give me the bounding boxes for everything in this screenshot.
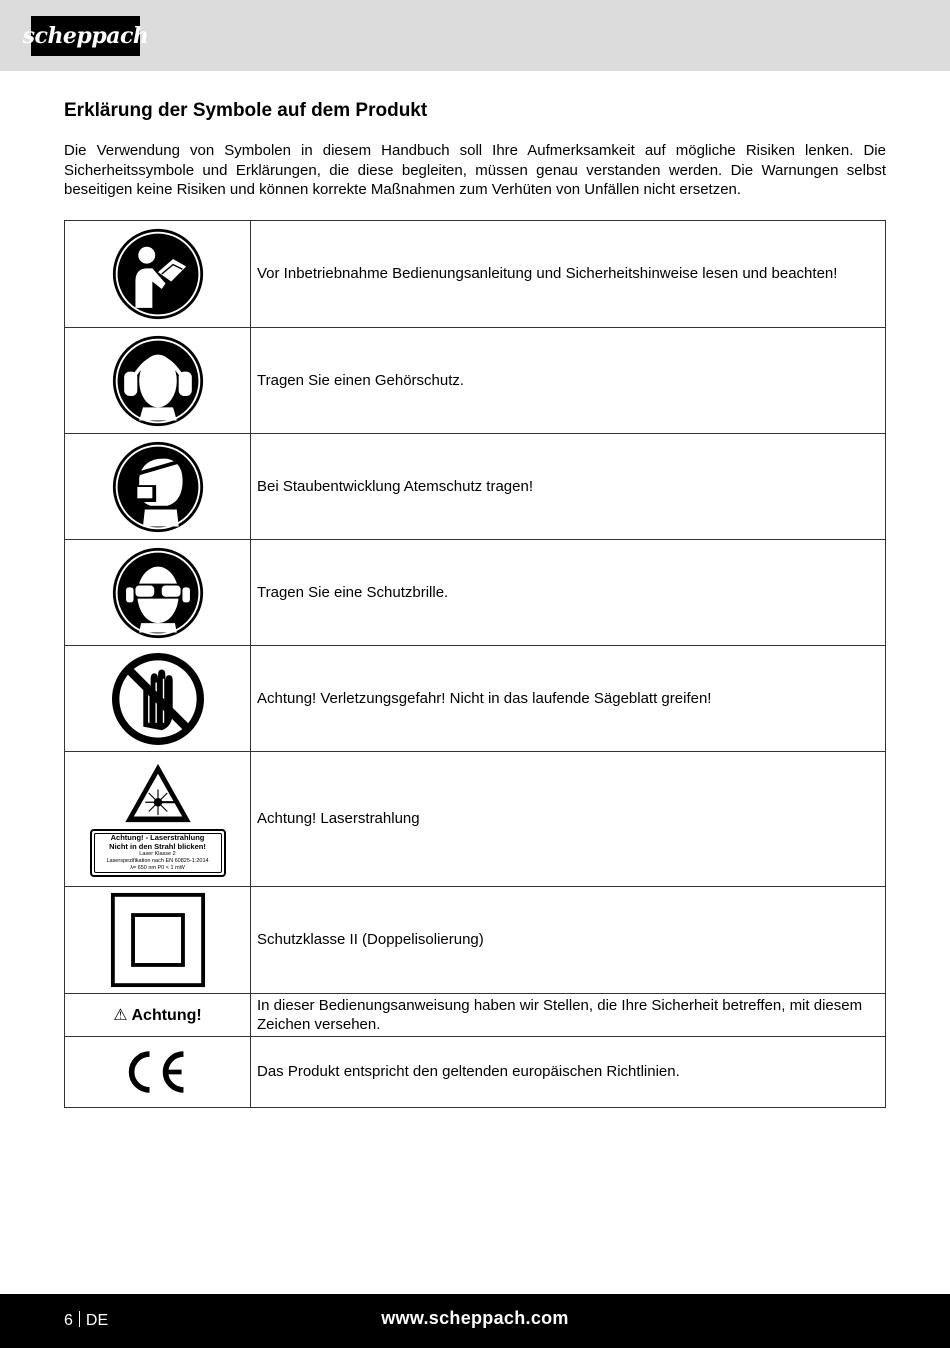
symbol-description: Vor Inbetriebnahme Bedienungsanleitung und Sicherheitshinweise lesen und beachten! xyxy=(251,221,886,328)
respirator-icon xyxy=(111,440,205,534)
symbol-description: Achtung! Laserstrahlung xyxy=(251,752,886,887)
warning-triangle-icon: ⚠ Achtung! xyxy=(113,1007,202,1024)
table-row xyxy=(65,1037,886,1108)
ce-mark-icon xyxy=(125,1048,191,1096)
language-code: DE xyxy=(85,1312,109,1329)
page-number-value: 6 xyxy=(64,1312,73,1329)
symbols-table xyxy=(64,220,886,1108)
table-row xyxy=(65,994,886,1037)
laser-label-line: λ= 650 nm P0 < 1 mW xyxy=(130,865,185,871)
symbol-description: In dieser Bedienungsanweisung haben wir Stellen, die Ihre Sicherheit betreffen, mit diesem Zeichen versehen. xyxy=(251,994,886,1037)
intro-paragraph: Die Verwendung von Symbolen in diesem Handbuch soll Ihre Aufmerksamkeit auf mögliche Risiken lenken. Die Sicherheitssymbole und Erklärungen, die diese begleiten, müssen genau verstanden werden. Die Warnungen selbst beseitigen keine Risiken und können korrekte Maßnahmen zum Verhüten von Unfällen nicht ersetzen. xyxy=(64,142,886,198)
laser-label-line: Laserspezifikation nach EN 60825-1:2014 xyxy=(106,858,209,864)
page-title: Erklärung der Symbole auf dem Produkt xyxy=(64,100,428,121)
laser-label-line: Achtung! - Laserstrahlung xyxy=(110,833,205,842)
safety-goggles-icon xyxy=(111,546,205,640)
table-row xyxy=(65,328,886,434)
symbol-description: Das Produkt entspricht den geltenden europäischen Richtlinien. xyxy=(251,1037,886,1108)
read-manual-icon xyxy=(111,227,205,321)
double-insulation-icon xyxy=(110,892,206,988)
brand-logo: scheppach xyxy=(31,16,140,56)
table-row xyxy=(65,221,886,328)
footer-bar xyxy=(0,1294,950,1348)
table-row xyxy=(65,752,886,887)
laser-warning-icon xyxy=(122,761,194,825)
symbol-description: Tragen Sie eine Schutzbrille. xyxy=(251,540,886,646)
website-url[interactable]: www.scheppach.com xyxy=(381,1308,569,1328)
table-row xyxy=(65,434,886,540)
table-row xyxy=(65,540,886,646)
symbol-description: Achtung! Verletzungsgefahr! Nicht in das laufende Sägeblatt greifen! xyxy=(251,646,886,752)
laser-class-label xyxy=(90,829,226,877)
symbol-description: Bei Staubentwicklung Atemschutz tragen! xyxy=(251,434,886,540)
hearing-protection-icon xyxy=(111,334,205,428)
header-bar xyxy=(0,0,950,71)
symbol-description: Schutzklasse II (Doppelisolierung) xyxy=(251,887,886,994)
symbol-description: Tragen Sie einen Gehörschutz. xyxy=(251,328,886,434)
table-row xyxy=(65,646,886,752)
table-row xyxy=(65,887,886,994)
no-hands-icon xyxy=(112,653,204,745)
laser-label-line: Laser Klasse 2 xyxy=(139,851,176,857)
laser-label-line: Nicht in den Strahl blicken! xyxy=(109,841,206,851)
